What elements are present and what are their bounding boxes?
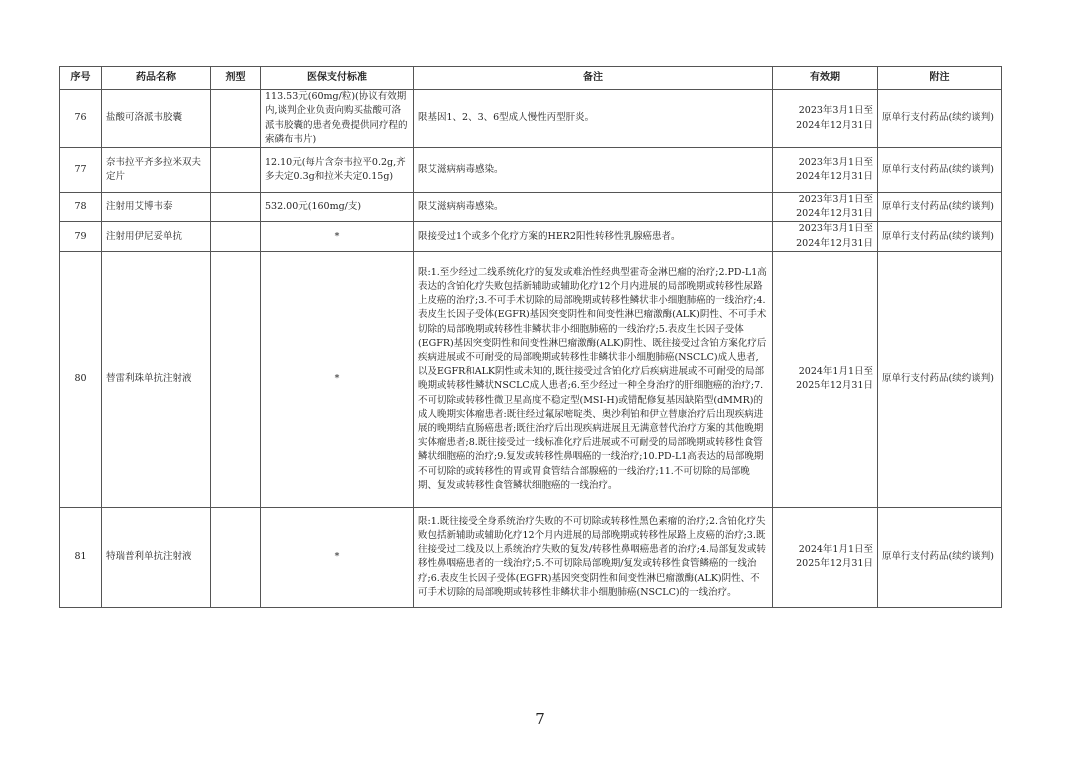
row-form <box>211 193 261 222</box>
validity-start: 2023年3月1日至 <box>798 156 873 168</box>
row-appendix: 原单行支付药品(续约谈判) <box>878 148 1002 193</box>
validity-start: 2024年1月1日至 <box>798 544 873 556</box>
row-note: 限艾滋病病毒感染。 <box>414 193 773 222</box>
row-form <box>211 90 261 148</box>
row-validity <box>773 251 878 507</box>
row-note: 限艾滋病病毒感染。 <box>414 148 773 193</box>
header-validity: 有效期 <box>773 67 878 90</box>
header-appendix: 附注 <box>878 67 1002 90</box>
validity-start: 2023年3月1日至 <box>798 223 873 235</box>
row-note: 限基因1、2、3、6型成人慢性丙型肝炎。 <box>414 90 773 148</box>
row-no: 81 <box>60 507 102 607</box>
row-appendix: 原单行支付药品(续约谈判) <box>878 507 1002 607</box>
row-appendix: 原单行支付药品(续约谈判) <box>878 222 1002 251</box>
row-note: 限接受过1个或多个化疗方案的HER2阳性转移性乳腺癌患者。 <box>414 222 773 251</box>
validity-end: 2024年12月31日 <box>796 171 873 182</box>
row-name: 特瑞普利单抗注射液 <box>102 507 211 607</box>
row-appendix: 原单行支付药品(续约谈判) <box>878 90 1002 148</box>
header-row <box>60 67 1002 90</box>
row-validity <box>773 507 878 607</box>
table-row <box>60 193 1002 222</box>
row-appendix: 原单行支付药品(续约谈判) <box>878 251 1002 507</box>
row-no: 79 <box>60 222 102 251</box>
row-no: 77 <box>60 148 102 193</box>
row-name: 注射用艾博韦泰 <box>102 193 211 222</box>
row-name: 盐酸可洛派韦胶囊 <box>102 90 211 148</box>
validity-start: 2023年3月1日至 <box>798 194 873 205</box>
header-note: 备注 <box>414 67 773 90</box>
row-note: 限:1.既往接受全身系统治疗失败的不可切除或转移性黑色素瘤的治疗;2.含铂化疗失败包括新辅助或辅助化疗12个月内进展的局部晚期或转移性尿路上皮癌的治疗;3.既往接受过二线及以上系统治疗失败的复发/转移性鼻咽癌患者的治疗;4.局部复发或转移性鼻咽癌患者的一线治疗;5.不可切除局部晚期/复发或转移性食管鳞癌的一线治疗;6.表皮生长因子受体(EGFR)基因突变阴性和间变性淋巴瘤激酶(ALK)阴性、不可手术切除的局部晚期或转移性非鳞状非小细胞肺癌(NSCLC)的一线治疗。 <box>414 507 773 607</box>
row-form <box>211 222 261 251</box>
validity-start: 2024年1月1日至 <box>798 366 873 378</box>
header-name: 药品名称 <box>102 67 211 90</box>
validity-end: 2025年12月31日 <box>796 558 873 570</box>
row-no: 76 <box>60 90 102 148</box>
table-row <box>60 251 1002 507</box>
header-price: 医保支付标准 <box>261 67 414 90</box>
validity-end: 2024年12月31日 <box>796 119 873 131</box>
validity-start: 2023年3月1日至 <box>798 105 873 117</box>
row-price: * <box>261 251 414 507</box>
row-validity <box>773 222 878 251</box>
table-row <box>60 507 1002 607</box>
validity-end: 2024年12月31日 <box>796 208 873 220</box>
row-note: 限:1.至少经过二线系统化疗的复发或难治性经典型霍奇金淋巴瘤的治疗;2.PD-L1高表达的含铂化疗失败包括新辅助或辅助化疗12个月内进展的局部晚期或转移性尿路上皮癌的治疗;3.不可手术切除的局部晚期或转移性鳞状非小细胞肺癌的一线治疗;4.表皮生长因子受体(EGFR)基因突变阴性和间变性淋巴瘤激酶(ALK)阴性、不可手术切除的局部晚期或转移性非鳞状非小细胞肺癌的一线治疗;5.表皮生长因子受体(EGFR)基因突变阴性和间变性淋巴瘤激酶(ALK)阴性、既往接受过含铂方案化疗后疾病进展或不可耐受的局部晚期或转移性非鳞状非小细胞肺癌(NSCLC)成人患者,以及EGFR和ALK阴性或未知的,既往接受过含铂化疗后疾病进展或不可耐受的局部晚期或转移性鳞状NSCLC成人患者;6.至少经过一种全身治疗的肝细胞癌的治疗;7.不可切除或转移性微卫星高度不稳定型(MSI-H)或错配修复基因缺陷型(dMMR)的成人晚期实体瘤患者:既往经过氟尿嘧啶类、奥沙利铂和伊立替康治疗后出现疾病进展的晚期结直肠癌患者;既往治疗后出现疾病进展且无满意替代治疗方案的其他晚期实体瘤患者;8.既往接受过一线标准化疗后进展或不可耐受的局部晚期或转移性食管鳞状细胞癌的治疗;9.复发或转移性鼻咽癌的一线治疗;10.PD-L1高表达的局部晚期不可切除的或转移性的胃或胃食管结合部腺癌的一线治疗;11.不可切除的局部晚期、复发或转移性食管鳞状细胞癌的一线治疗。 <box>414 251 773 507</box>
row-name: 注射用伊尼妥单抗 <box>102 222 211 251</box>
row-no: 80 <box>60 251 102 507</box>
row-price: * <box>261 507 414 607</box>
row-validity <box>773 90 878 148</box>
row-form <box>211 507 261 607</box>
row-appendix: 原单行支付药品(续约谈判) <box>878 193 1002 222</box>
table-row <box>60 222 1002 251</box>
row-form <box>211 148 261 193</box>
row-price: 532.00元(160mg/支) <box>261 193 414 222</box>
validity-end: 2024年12月31日 <box>796 237 873 249</box>
row-validity <box>773 193 878 222</box>
validity-end: 2025年12月31日 <box>796 380 873 392</box>
table-row <box>60 148 1002 193</box>
table-row <box>60 90 1002 148</box>
row-validity <box>773 148 878 193</box>
row-price: 12.10元(每片含奈韦拉平0.2g,齐多夫定0.3g和拉米夫定0.15g) <box>261 148 414 193</box>
header-form: 剂型 <box>211 67 261 90</box>
header-no: 序号 <box>60 67 102 90</box>
page-number: 7 <box>535 710 545 728</box>
row-name: 替雷利珠单抗注射液 <box>102 251 211 507</box>
row-price: 113.53元(60mg/粒)(协议有效期内,谈判企业负责向购买盐酸可洛派韦胶囊的患者免费提供同疗程的索磷布韦片) <box>261 90 414 148</box>
row-price: * <box>261 222 414 251</box>
row-name: 奈韦拉平齐多拉米双夫定片 <box>102 148 211 193</box>
drug-table <box>59 66 1002 608</box>
row-no: 78 <box>60 193 102 222</box>
row-form <box>211 251 261 507</box>
